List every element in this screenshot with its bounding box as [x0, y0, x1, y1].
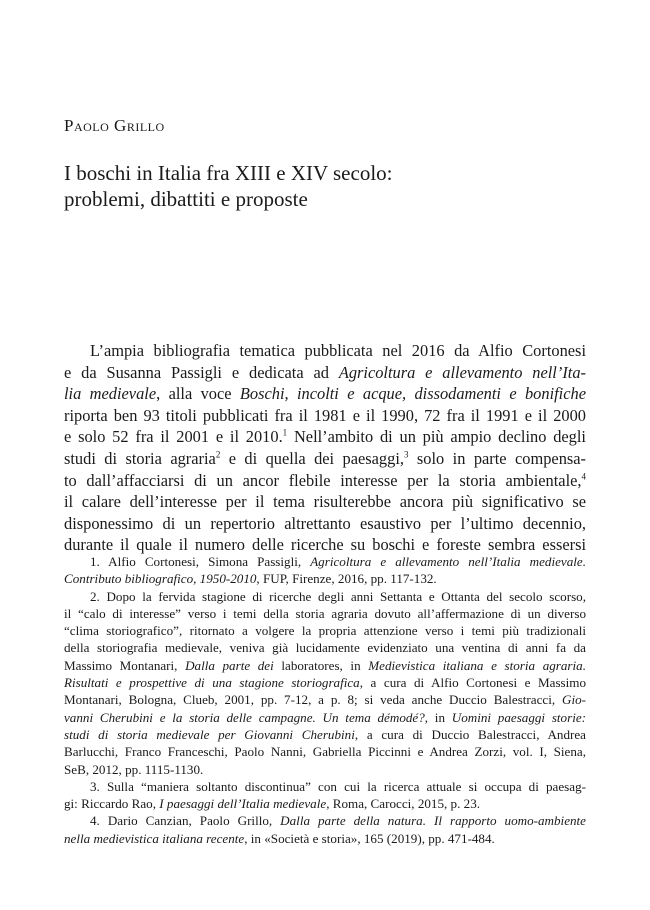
footnote-4-cont: nella medievistica italiana recente, in «Società e storia», 165 (2019), pp. 471-484.	[64, 830, 495, 846]
footnote-2-cont: Risultati e prospettive di una stagione storiografica, a cura di Alfio Cortonesi e Massimo	[64, 675, 586, 691]
footnote-2-cont: della storiografia medievale, veniva già lucidamente evidenziato una ventina di anni fa da	[64, 640, 586, 656]
footnote-2-cont: il “calo di interesse” verso i temi della storia agraria dovuto all’affermazione di un diverso	[64, 605, 586, 621]
body-paragraph	[64, 340, 586, 556]
footnote-2: 2. Dopo la fervida stagione di ricerche degli anni Settanta e Ottanta del secolo scorso,	[90, 588, 586, 604]
body-line: to dall’affacciarsi di un ancor flebile interesse per la storia ambientale,$^4$	[64, 470, 586, 490]
footnote-2-cont: studi di storia medievale per Giovanni Cherubini, a cura di Duccio Balestracci, Andrea	[64, 726, 586, 742]
body-line: riporta ben 93 titoli pubblicati fra il 1981 e il 1990, 72 fra il 1991 e il 2000	[64, 405, 586, 425]
body-line: durante il quale il numero delle ricerche su boschi e foreste sembra essersi	[64, 535, 586, 555]
footnote-2-cont: Massimo Montanari, Dalla parte dei laboratores, in Medievistica italiana e storia agraria.	[64, 657, 586, 673]
author-name	[64, 116, 165, 136]
body-line: studi di storia agraria$^2$ e di quella dei paesaggi,$^3$ solo in parte compensa-	[64, 448, 586, 468]
footnote-2-cont: “clima storiografico”, ritornato a volgere la propria attenzione verso i temi più tradizionali	[64, 623, 586, 639]
footnote-3-cont: gi: Riccardo Rao, I paesaggi dell’Italia medievale, Roma, Carocci, 2015, p. 23.	[64, 796, 481, 812]
footnote-3: 3. Sulla “maniera soltanto discontinua” con cui la ricerca attuale si occupa di paesag-	[90, 778, 586, 794]
chapter-title-line-2: problemi, dibattiti e proposte	[64, 187, 308, 211]
chapter-title-line-1: I boschi in Italia fra XIII e XIV secolo:	[64, 161, 393, 185]
footnotes	[64, 553, 586, 847]
body-line: e da Susanna Passigli e dedicata ad Agricoltura e allevamento nell’Ita-	[64, 362, 586, 382]
body-line: lia medievale, alla voce Boschi, incolti e acque, dissodamenti e bonifiche	[64, 384, 586, 404]
footnote-ref-2[interactable]: 2	[215, 449, 221, 460]
author-last-name: Grillo	[114, 116, 165, 135]
footnote-ref-4[interactable]: 4	[581, 471, 586, 482]
footnote-1-cont: Contributo bibliografico, 1950-2010, FUP, Firenze, 2016, pp. 117-132.	[64, 571, 437, 587]
footnote-2-cont: SeB, 2012, pp. 1115-1130.	[64, 761, 204, 777]
footnote-2-cont: Montanari, Bologna, Clueb, 2001, pp. 7-12, a p. 8; si veda anche Duccio Balestracci, Gio-	[64, 692, 586, 708]
footnote-4: 4. Dario Canzian, Paolo Grillo, Dalla parte della natura. Il rapporto uomo-ambiente	[90, 813, 586, 829]
body-line: disponessimo di un repertorio altrettanto esaustivo per l’ultimo decennio,	[64, 513, 586, 533]
body-line: L’ampia bibliografia tematica pubblicata nel 2016 da Alfio Cortonesi	[90, 341, 586, 360]
footnote-2-cont: vanni Cherubini e la storia delle campagne. Un tema démodé?, in Uomini paesaggi storie:	[64, 709, 586, 725]
footnote-ref-1[interactable]: 1	[282, 427, 288, 438]
footnote-ref-3[interactable]: 3	[403, 449, 409, 460]
body-line: il calare dell’interesse per il tema risulterebbe ancora più significativo se	[64, 492, 586, 512]
footnote-2-cont: Barlucchi, Franco Franceschi, Paolo Nanni, Gabriella Piccinni e Andrea Zorzi, vol. I, Siena,	[64, 744, 586, 760]
author-first-name: Paolo	[64, 116, 110, 135]
chapter-title	[64, 160, 584, 212]
body-line: e solo 52 fra il 2001 e il 2010.$^1$ Nell’ambito di un più ampio declino degli	[64, 427, 586, 447]
footnote-1: 1. Alfio Cortonesi, Simona Passigli, Agricoltura e allevamento nell’Italia medievale.	[90, 554, 586, 569]
